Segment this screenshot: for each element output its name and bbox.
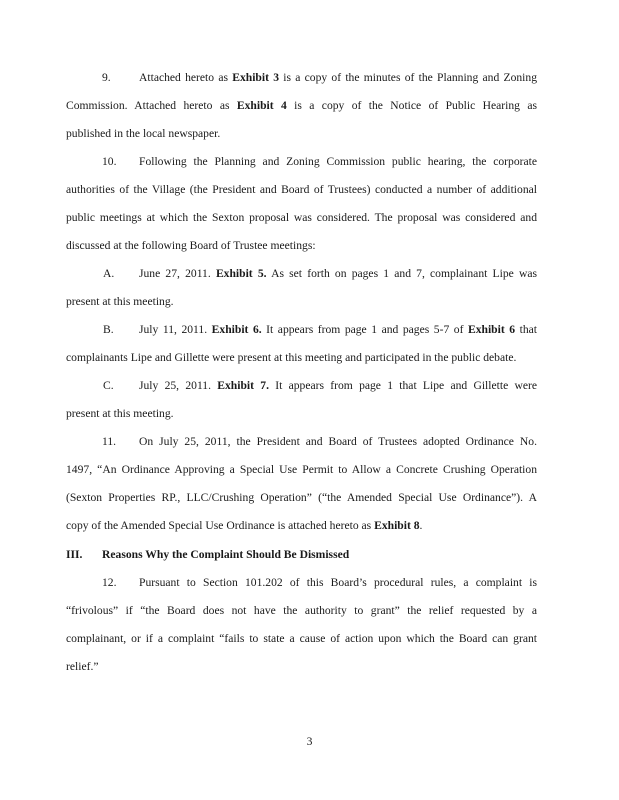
paragraph-number: 10. xyxy=(102,155,117,168)
exhibit-reference: Exhibit 4 xyxy=(236,99,287,112)
text: As set forth on pages 1 and 7, complainant Lipe was xyxy=(266,267,537,280)
text: Commission. Attached hereto as xyxy=(66,99,237,112)
item-a-line-2: present at this meeting. xyxy=(66,295,174,308)
paragraph-9-line-1 xyxy=(66,71,537,85)
paragraph-12-line-1 xyxy=(66,576,537,590)
paragraph-10-line-2: authorities of the Village (the President and Board of Trustees) conducted a number of additional xyxy=(66,183,537,196)
exhibit-reference: Exhibit 3 xyxy=(232,71,280,84)
paragraph-number: 11. xyxy=(102,435,117,448)
paragraph-9-line-3: published in the local newspaper. xyxy=(66,127,221,140)
item-b-line-1 xyxy=(66,323,537,337)
paragraph-11-line-4 xyxy=(66,519,537,533)
text: June 27, 2011. xyxy=(139,267,216,280)
section-title: Reasons Why the Complaint Should Be Dismissed xyxy=(102,548,350,561)
paragraph-number: 9. xyxy=(102,71,111,84)
exhibit-reference: Exhibit 6 xyxy=(467,323,516,336)
page-number: 3 xyxy=(306,735,313,748)
exhibit-reference: Exhibit 6. xyxy=(211,323,262,336)
exhibit-reference: Exhibit 5. xyxy=(215,267,267,280)
text: Following the Planning and Zoning Commission public hearing, the corporate xyxy=(139,155,537,168)
paragraph-11-line-2: 1497, “An Ordinance Approving a Special Use Permit to Allow a Concrete Crushing Operation xyxy=(66,463,537,476)
paragraph-12-line-2: “frivolous” if “the Board does not have the authority to grant” the relief requested by a xyxy=(66,604,537,617)
paragraph-11-line-1 xyxy=(66,435,537,449)
paragraph-10-line-4: discussed at the following Board of Trustee meetings: xyxy=(66,239,316,252)
paragraph-number: 12. xyxy=(102,576,117,589)
paragraph-12-line-4: relief.” xyxy=(66,660,99,673)
text: July 25, 2011. xyxy=(139,379,218,392)
text: On July 25, 2011, the President and Board of Trustees adopted Ordinance No. xyxy=(139,435,537,448)
text: July 11, 2011. xyxy=(139,323,212,336)
item-letter: C. xyxy=(103,379,114,392)
text: copy of the Amended Special Use Ordinance is attached hereto as xyxy=(66,519,375,532)
item-b-line-2: complainants Lipe and Gillette were present at this meeting and participated in the public debate. xyxy=(66,351,517,364)
exhibit-reference: Exhibit 8 xyxy=(374,519,420,532)
text: Pursuant to Section 101.202 of this Board’s procedural rules, a complaint is xyxy=(139,576,537,589)
text: is a copy of the Notice of Public Hearing as xyxy=(286,99,537,112)
text: Attached hereto as xyxy=(139,71,233,84)
item-letter: B. xyxy=(103,323,114,336)
section-heading xyxy=(66,548,349,562)
text: . xyxy=(419,519,423,532)
item-c-line-1 xyxy=(66,379,537,393)
paragraph-11-line-3: (Sexton Properties RP., LLC/Crushing Operation” (“the Amended Special Use Ordinance”). A xyxy=(66,491,537,504)
text: that xyxy=(515,323,537,336)
paragraph-10-line-1 xyxy=(66,155,537,169)
item-letter: A. xyxy=(103,267,115,280)
text: is a copy of the minutes of the Planning and Zoning xyxy=(279,71,537,84)
paragraph-10-line-3: public meetings at which the Sexton proposal was considered. The proposal was considered and xyxy=(66,211,537,224)
text: It appears from page 1 and pages 5-7 of xyxy=(261,323,468,336)
section-number: III. xyxy=(66,548,83,561)
item-c-line-2: present at this meeting. xyxy=(66,407,174,420)
paragraph-12-line-3: complainant, or if a complaint “fails to state a cause of action upon which the Board can grant xyxy=(66,632,537,645)
exhibit-reference: Exhibit 7. xyxy=(217,379,269,392)
text: It appears from page 1 that Lipe and Gillette were xyxy=(268,379,538,392)
item-a-line-1 xyxy=(66,267,537,281)
paragraph-9-line-2 xyxy=(66,99,537,113)
